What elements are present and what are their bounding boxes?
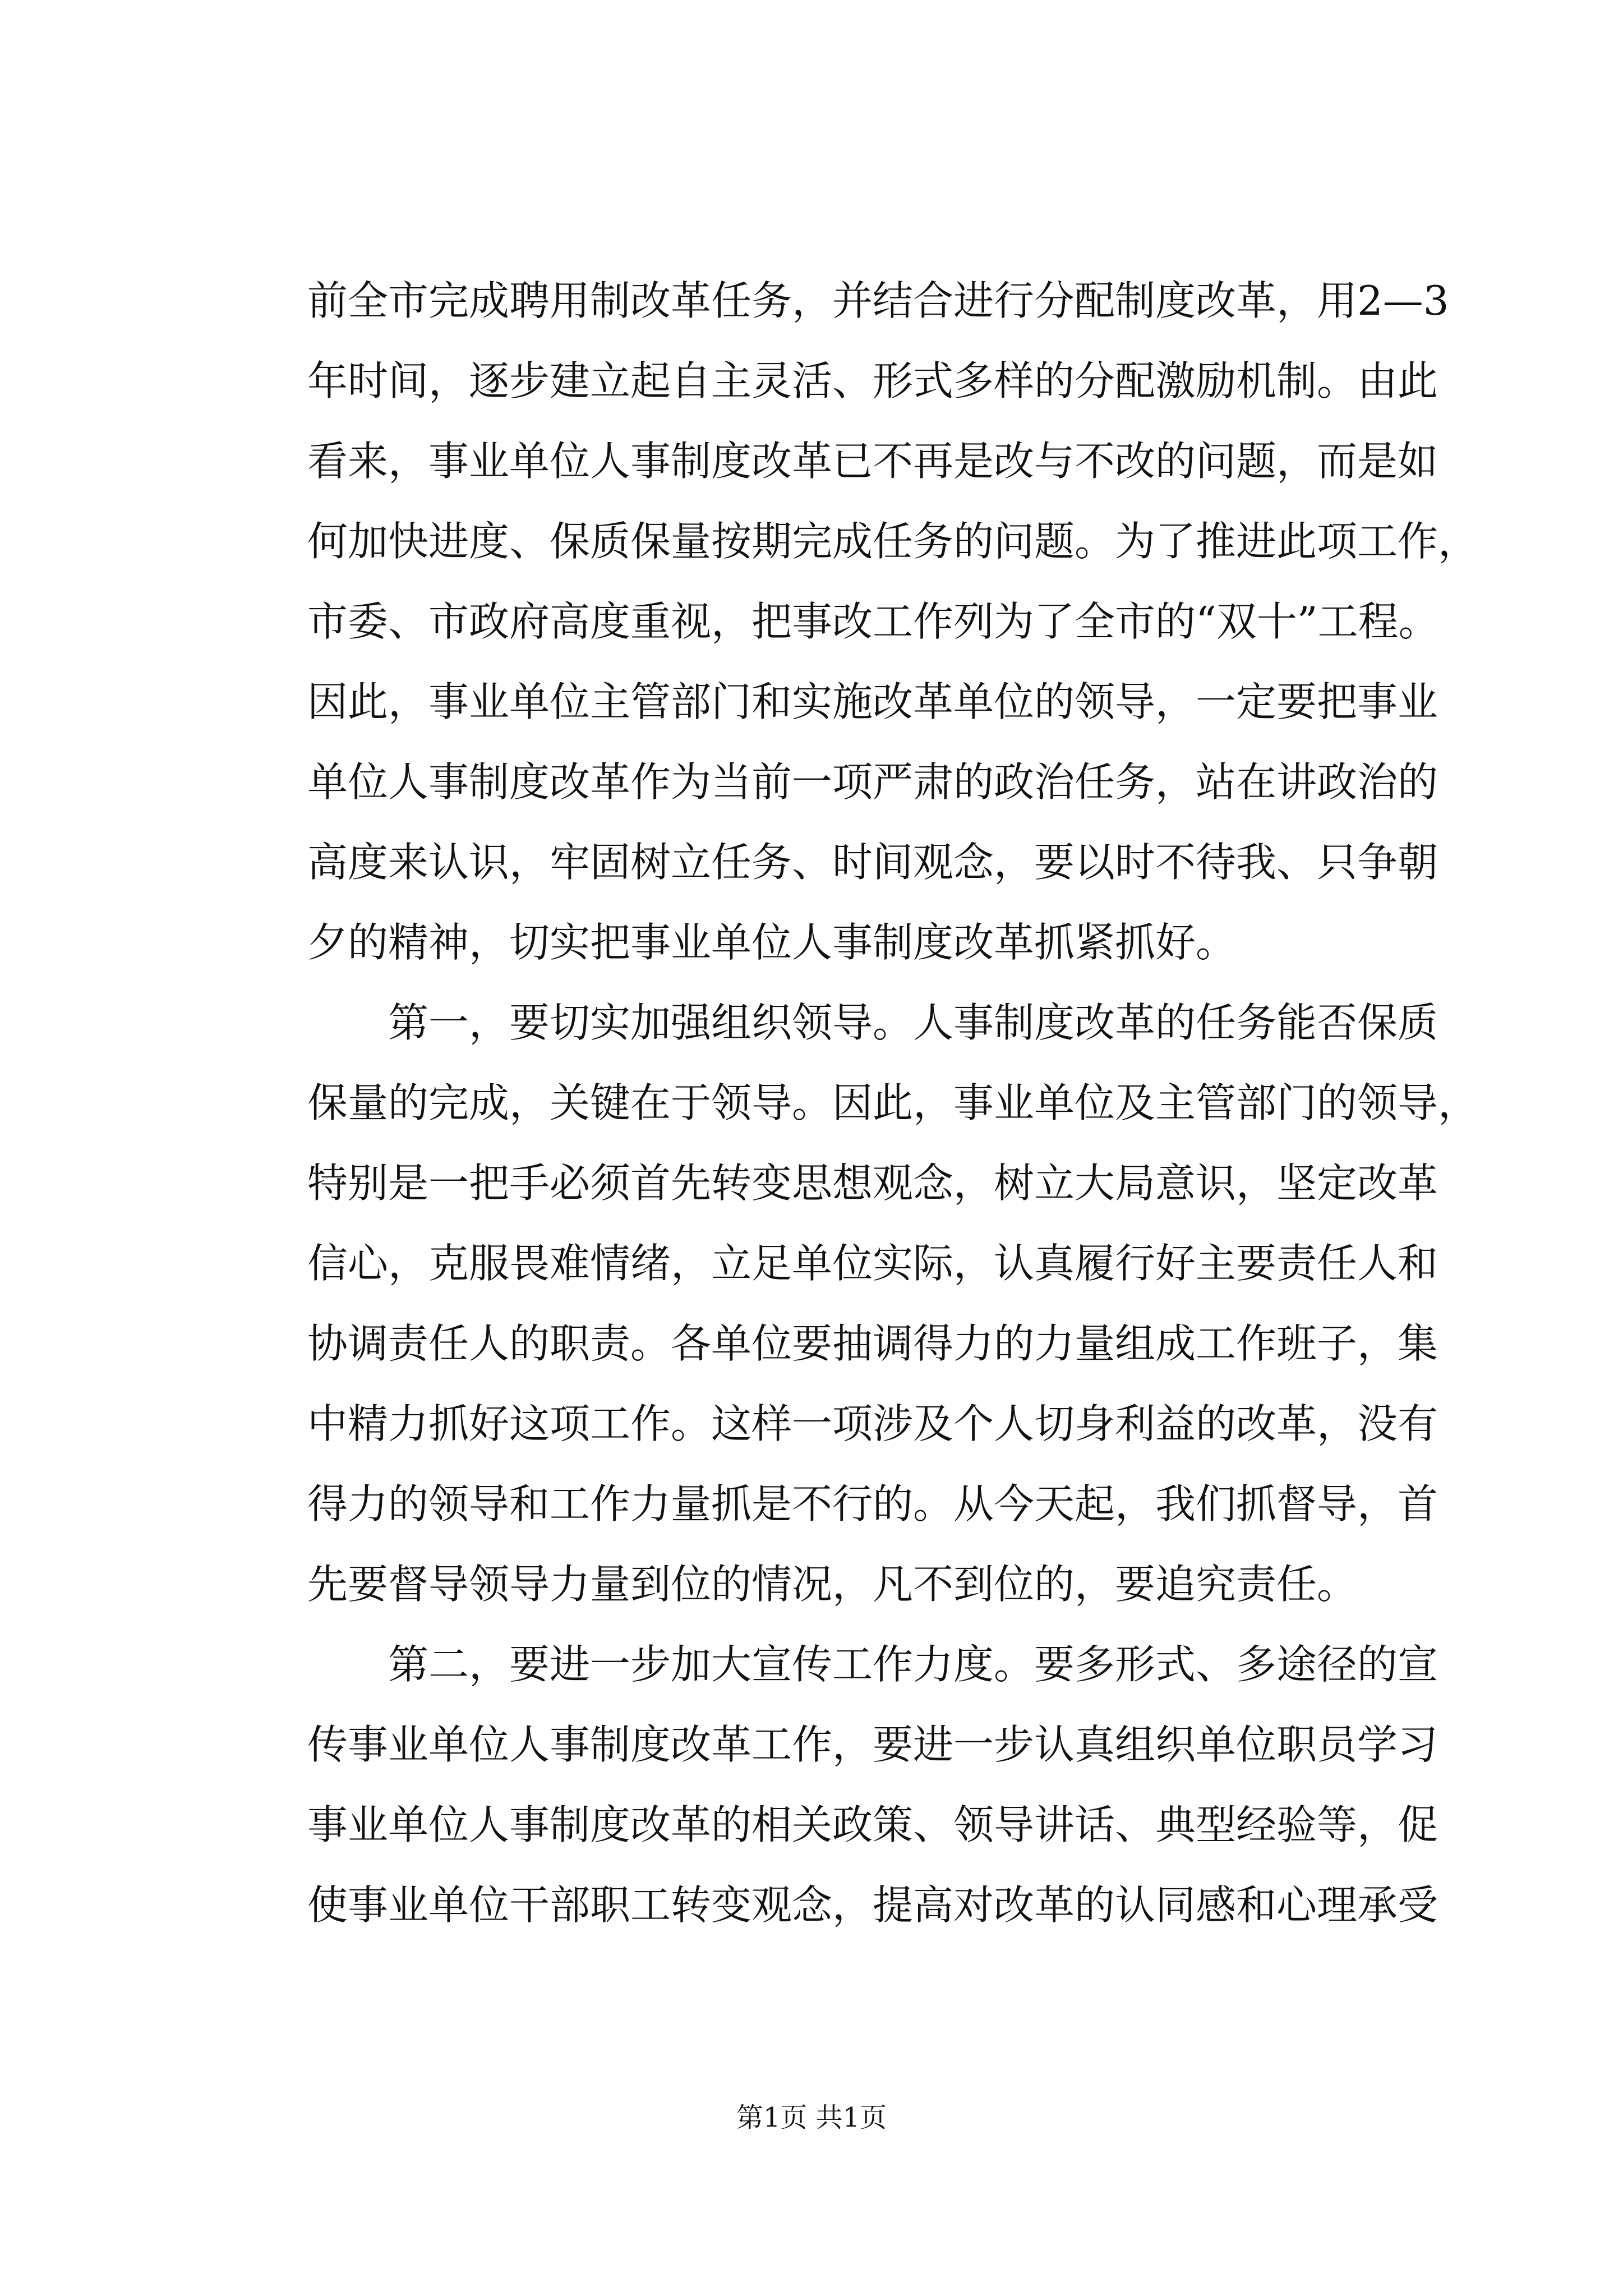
- paragraph-first-line: 第二，要进一步加大宣传工作力度。要多形式、多途径的宣: [388, 1641, 1438, 1688]
- page-footer: 第1页 共1页: [736, 2102, 887, 2133]
- text-line: 事业单位人事制度改革的相关政策、领导讲话、典型经验等，促: [307, 1801, 1438, 1848]
- paragraph-first-line: 第一，要切实加强组织领导。人事制度改革的任务能否保质: [388, 999, 1438, 1046]
- text-line: 前全市完成聘用制改革任务，并结合进行分配制度改革，用2—3: [307, 277, 1449, 324]
- text-line: 得力的领导和工作力量抓是不行的。从今天起，我们抓督导，首: [307, 1480, 1438, 1527]
- text-line: 单位人事制度改革作为当前一项严肃的政治任务，站在讲政治的: [307, 758, 1438, 806]
- text-line: 夕的精神，切实把事业单位人事制度改革抓紧抓好。: [307, 919, 1237, 966]
- text-line: 保量的完成，关键在于领导。因此，事业单位及主管部门的领导，: [307, 1079, 1479, 1126]
- text-line: 信心，克服畏难情绪，立足单位实际，认真履行好主要责任人和: [307, 1240, 1438, 1287]
- text-line: 高度来认识，牢固树立任务、时间观念，要以时不待我、只争朝: [307, 839, 1438, 886]
- text-line: 年时间，逐步建立起自主灵活、形式多样的分配激励机制。由此: [307, 357, 1438, 404]
- text-line: 特别是一把手必须首先转变思想观念，树立大局意识，坚定改革: [307, 1159, 1438, 1207]
- body-text: [307, 261, 1479, 1945]
- text-line: 协调责任人的职责。各单位要抽调得力的力量组成工作班子，集: [307, 1320, 1438, 1367]
- text-line: 因此，事业单位主管部门和实施改革单位的领导，一定要把事业: [307, 678, 1438, 725]
- text-line: 看来，事业单位人事制度改革已不再是改与不改的问题，而是如: [307, 438, 1438, 485]
- text-line: 先要督导领导力量到位的情况，凡不到位的，要追究责任。: [307, 1561, 1358, 1608]
- text-line: 市委、市政府高度重视，把事改工作列为了全市的“双十”工程。: [307, 598, 1439, 645]
- text-line: 何加快进度、保质保量按期完成任务的问题。为了推进此项工作，: [307, 518, 1479, 565]
- text-line: 传事业单位人事制度改革工作，要进一步认真组织单位职员学习: [307, 1721, 1438, 1768]
- text-line: 中精力抓好这项工作。这样一项涉及个人切身利益的改革，没有: [307, 1400, 1438, 1447]
- text-line: 使事业单位干部职工转变观念，提高对改革的认同感和心理承受: [307, 1881, 1438, 1929]
